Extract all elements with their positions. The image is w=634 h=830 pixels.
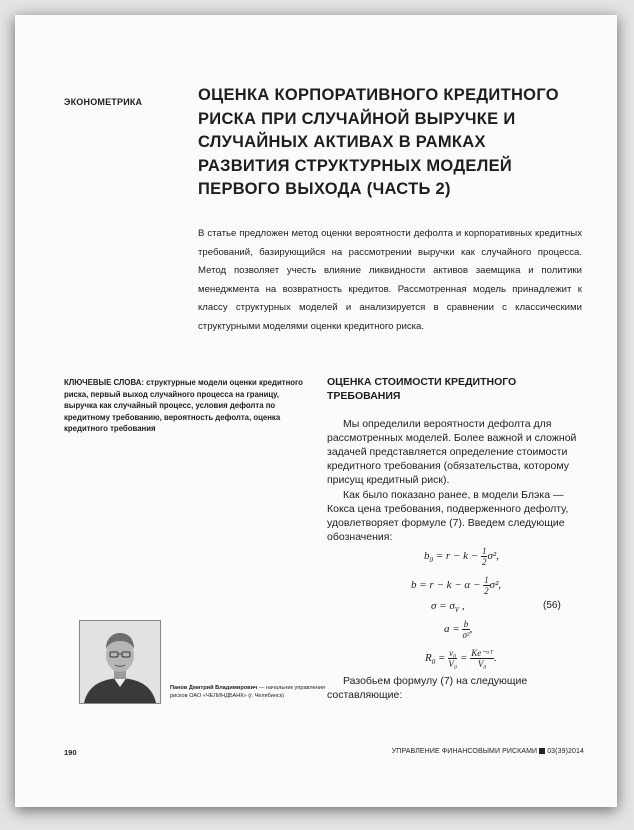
abstract: В статье предложен метод оценки вероятности дефолта и корпоративных кредитных требований, базирующийся на рассмотрении выручки как случайного процесса. Метод позволяет учесть влияние ликвидности активов заемщика и политики менеджмента на возвратность кредитов. Рассмотренная модель принадлежит к классу структурных моделей и анализируется в сравнении с классическими структурными моделями оценки кредитного риска.: [198, 228, 582, 332]
formula-r0: $R_0$ = $\frac{\text{v₀}}{\text{V₀}}$ = $\frac{\text{Ke⁻ᵃᵀ}}{\text{V₀}}$ .: [425, 648, 497, 669]
equation-number: (56): [543, 600, 561, 611]
article-title: ОЦЕНКА КОРПОРАТИВНОГО КРЕДИТНОГО РИСКА ПРИ СЛУЧАЙНОЙ ВЫРУЧКЕ И СЛУЧАЙНЫХ АКТИВАХ В РАМКАХ РАЗВИТИЯ СТРУКТУРНЫХ МОДЕЛЕЙ ПЕРВОГО ВЫХОДА (ЧАСТЬ 2): [198, 86, 559, 198]
author-info: [170, 684, 330, 700]
section-heading: ОЦЕНКА СТОИМОСТИ КРЕДИТНОГО ТРЕБОВАНИЯ: [327, 376, 517, 402]
formula-a: a = $\frac{b}{\text{σ²}}$ ,: [444, 619, 473, 640]
journal-name: УПРАВЛЕНИЕ ФИНАНСОВЫМИ РИСКАМИ: [391, 748, 538, 755]
keywords-label: КЛЮЧЕВЫЕ СЛОВА:: [64, 378, 144, 387]
formula-sigma: $\sigma = \sigma_V$ ,: [431, 600, 465, 615]
paragraph-1: Мы определили вероятности дефолта для рассмотренных моделей. Более важной и сложной задачей представляется определение стоимости кредитного требования (обязательства, которому присущ кредитный риск).: [327, 418, 577, 486]
journal-issue: 03(39)2014: [547, 748, 584, 755]
formula-b0: $b_0 = r - k$ − $\frac{1}{2}$ σ²,: [424, 546, 499, 567]
author-position: — начальник управления рисков ОАО «ЧЕЛИНДБАНК» (г. Челябинск): [170, 685, 326, 699]
author-name: Панов Дмитрий Владимирович: [170, 685, 258, 691]
keywords-block: [64, 377, 311, 435]
author-photo: [79, 620, 161, 704]
paragraph-2: Как было показано ранее, в модели Блэка — Кокса цена требования, подверженного дефолту, удовлетворяет формуле (7). Введем следующие обозначения:: [327, 489, 569, 543]
author-portrait-image: [80, 621, 160, 703]
journal-footer: [392, 748, 584, 755]
square-separator-icon: [539, 748, 545, 754]
paragraph-3: Разобьем формулу (7) на следующие составляющие:: [327, 675, 528, 701]
page-number: 190: [64, 748, 77, 757]
section-tag: ЭКОНОМЕТРИКА: [64, 97, 143, 107]
keywords-text: структурные модели оценки кредитного риска, первый выход случайного процесса на границу, выручка как случайный процесс, условия дефолта по кредитному требованию, вероятность дефолта, оценка кредитного требования: [64, 378, 303, 433]
formula-b: b = r − k − α − $\frac{1}{2}$ σ²,: [411, 575, 502, 596]
